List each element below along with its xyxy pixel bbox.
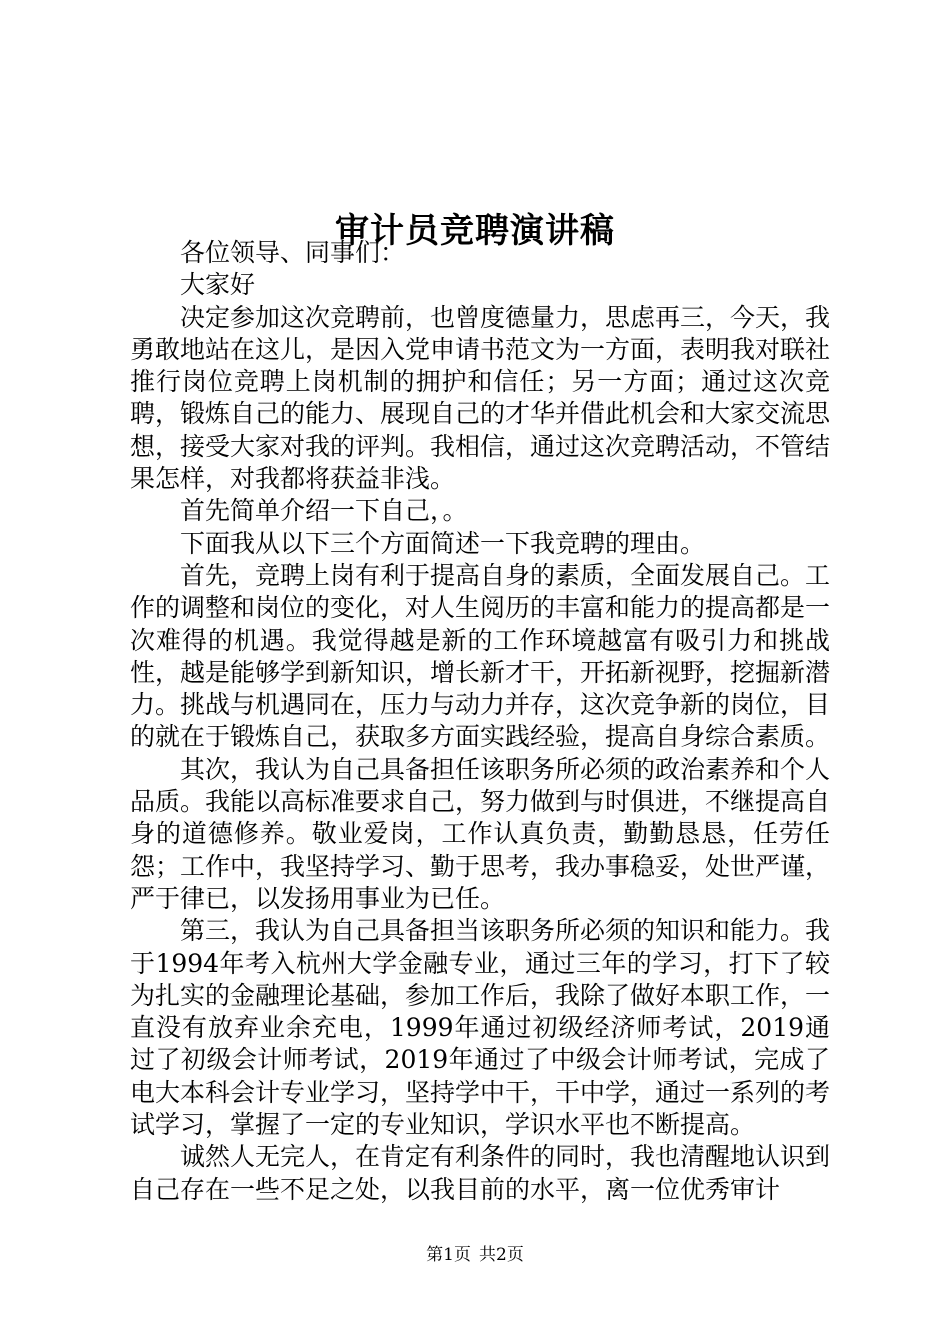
- paragraph-salutation: 各位领导、同事们：: [180, 238, 406, 267]
- document-body: [130, 237, 830, 1206]
- paragraph-shortcomings: 诚然人无完人，在肯定有利条件的同时，我也清醒地认识到自己存在一些不足之处，以我目前的水平，离一位优秀审计: [130, 1142, 831, 1204]
- paragraph-reason-third: 第三，我认为自己具备担当该职务所必须的知识和能力。我于1994年考入杭州大学金融专业，通过三年的学习，打下了较为扎实的金融理论基础，参加工作后，我除了做好本职工作，一直没有放弃业余充电，1999年通过初级经济师考试，2019通过了初级会计师考试，2019年通过了中级会计师考试，完成了电大本科会计专业学习，坚持学中干，干中学，通过一系列的考试学习，掌握了一定的专业知识，学识水平也不断提高。: [130, 916, 831, 1140]
- page-number: 第1页: [426, 1245, 471, 1265]
- page-total: 共2页: [479, 1245, 524, 1265]
- document-title: 审计员竞聘演讲稿: [335, 210, 615, 251]
- paragraph-reason-first: 首先，竞聘上岗有利于提高自身的素质，全面发展自己。工作的调整和岗位的变化，对人生阅历的丰富和能力的提高都是一次难得的机遇。我觉得越是新的工作环境越富有吸引力和挑战性，越是能够学到新知识，增长新才干，开拓新视野，挖掘新潜力。挑战与机遇同在，压力与动力并存，这次竞争新的岗位，目的就在于锻炼自己，获取多方面实践经验，提高自身综合素质。: [130, 560, 831, 752]
- paragraph-intro: 决定参加这次竞聘前，也曾度德量力，思虑再三，今天，我勇敢地站在这儿，是因入党申请书范文为一方面，表明我对联社推行岗位竞聘上岗机制的拥护和信任；另一方面；通过这次竞聘，锻炼自己的能力、展现自己的才华并借此机会和大家交流思想，接受大家对我的评判。我相信，通过这次竞聘活动，不管结果怎样，对我都将获益非浅。: [130, 302, 831, 494]
- page-footer: [0, 1243, 950, 1267]
- paragraph-self-intro: 首先简单介绍一下自己，。: [180, 496, 468, 526]
- paragraph-greeting: 大家好: [180, 270, 256, 300]
- paragraph-reason-second: 其次，我认为自己具备担任该职务所必须的政治素养和个人品质。我能以高标准要求自己，努力做到与时俱进，不继提高自身的道德修养。敬业爱岗，工作认真负责，勤勤恳恳，任劳任怨；工作中，我坚持学习、勤于思考，我办事稳妥，处世严谨，严于律已，以发扬用事业为已任。: [130, 754, 831, 913]
- paragraph-reasons-lead: 下面我从以下三个方面简述一下我竞聘的理由。: [180, 528, 706, 558]
